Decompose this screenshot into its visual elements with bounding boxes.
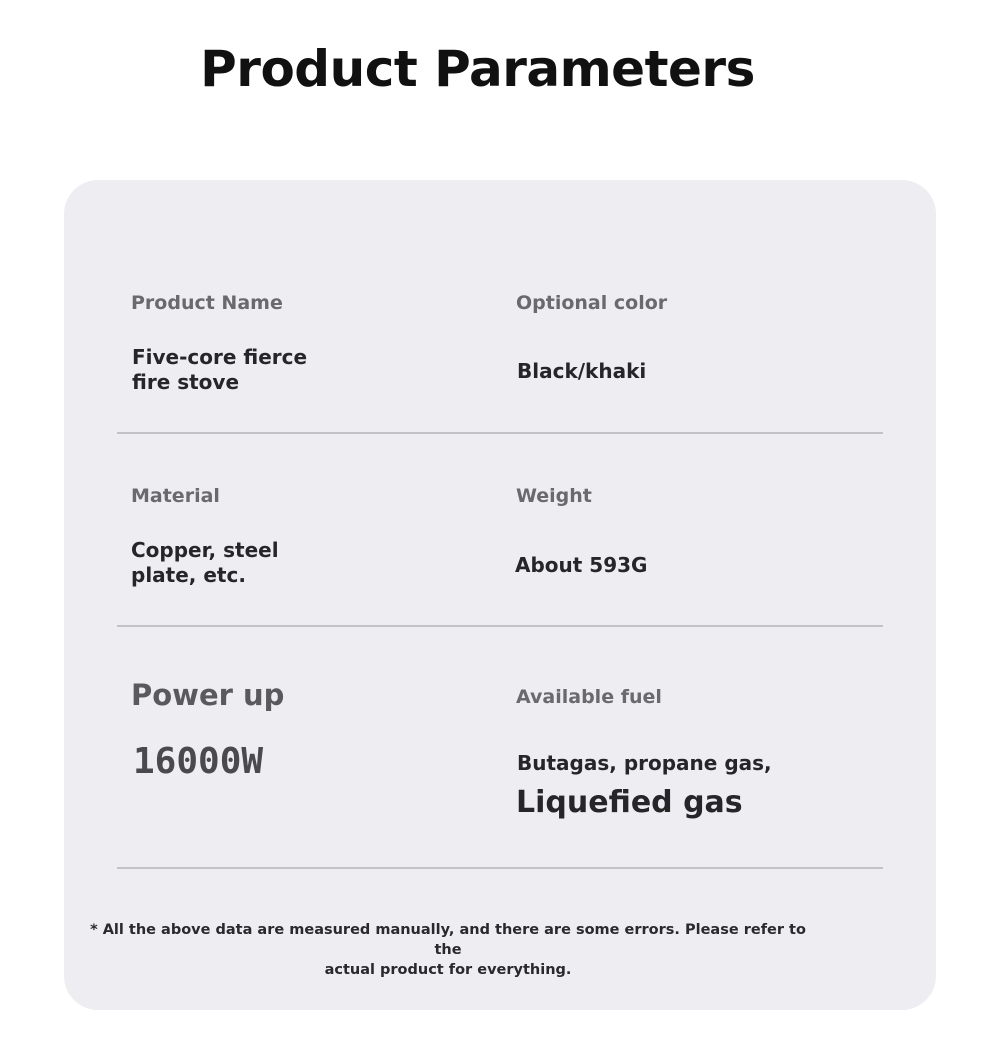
weight-label: Weight bbox=[516, 485, 592, 507]
row-divider bbox=[117, 625, 883, 627]
fuel-label: Available fuel bbox=[516, 686, 662, 708]
product-name-value bbox=[132, 345, 307, 395]
optional-color-label: Optional color bbox=[516, 292, 668, 314]
disclaimer-note-line: * All the above data are measured manually, and there are some errors. Please refer to the bbox=[90, 922, 806, 958]
page-title: Product Parameters bbox=[200, 40, 755, 98]
weight-value: About 593G bbox=[515, 553, 648, 577]
fuel-value-line2: Liquefied gas bbox=[516, 785, 743, 820]
product-name-label: Product Name bbox=[131, 292, 283, 314]
material-value-line: plate, etc. bbox=[131, 563, 246, 587]
product-name-value-line: Five-core fierce bbox=[132, 345, 308, 369]
material-value bbox=[131, 538, 279, 588]
power-label: Power up bbox=[131, 678, 285, 712]
product-name-value-line: fire stove bbox=[132, 370, 240, 394]
material-value-line: Copper, steel bbox=[131, 538, 279, 562]
material-label: Material bbox=[131, 485, 220, 507]
optional-color-value: Black/khaki bbox=[517, 359, 647, 383]
row-divider bbox=[117, 432, 883, 434]
disclaimer-note bbox=[78, 920, 818, 980]
disclaimer-note-line: actual product for everything. bbox=[324, 962, 572, 978]
fuel-value-line1: Butagas, propane gas, bbox=[517, 751, 772, 775]
row-divider bbox=[117, 867, 883, 869]
parameters-card bbox=[64, 180, 936, 1010]
power-value: 16000W bbox=[133, 741, 264, 782]
